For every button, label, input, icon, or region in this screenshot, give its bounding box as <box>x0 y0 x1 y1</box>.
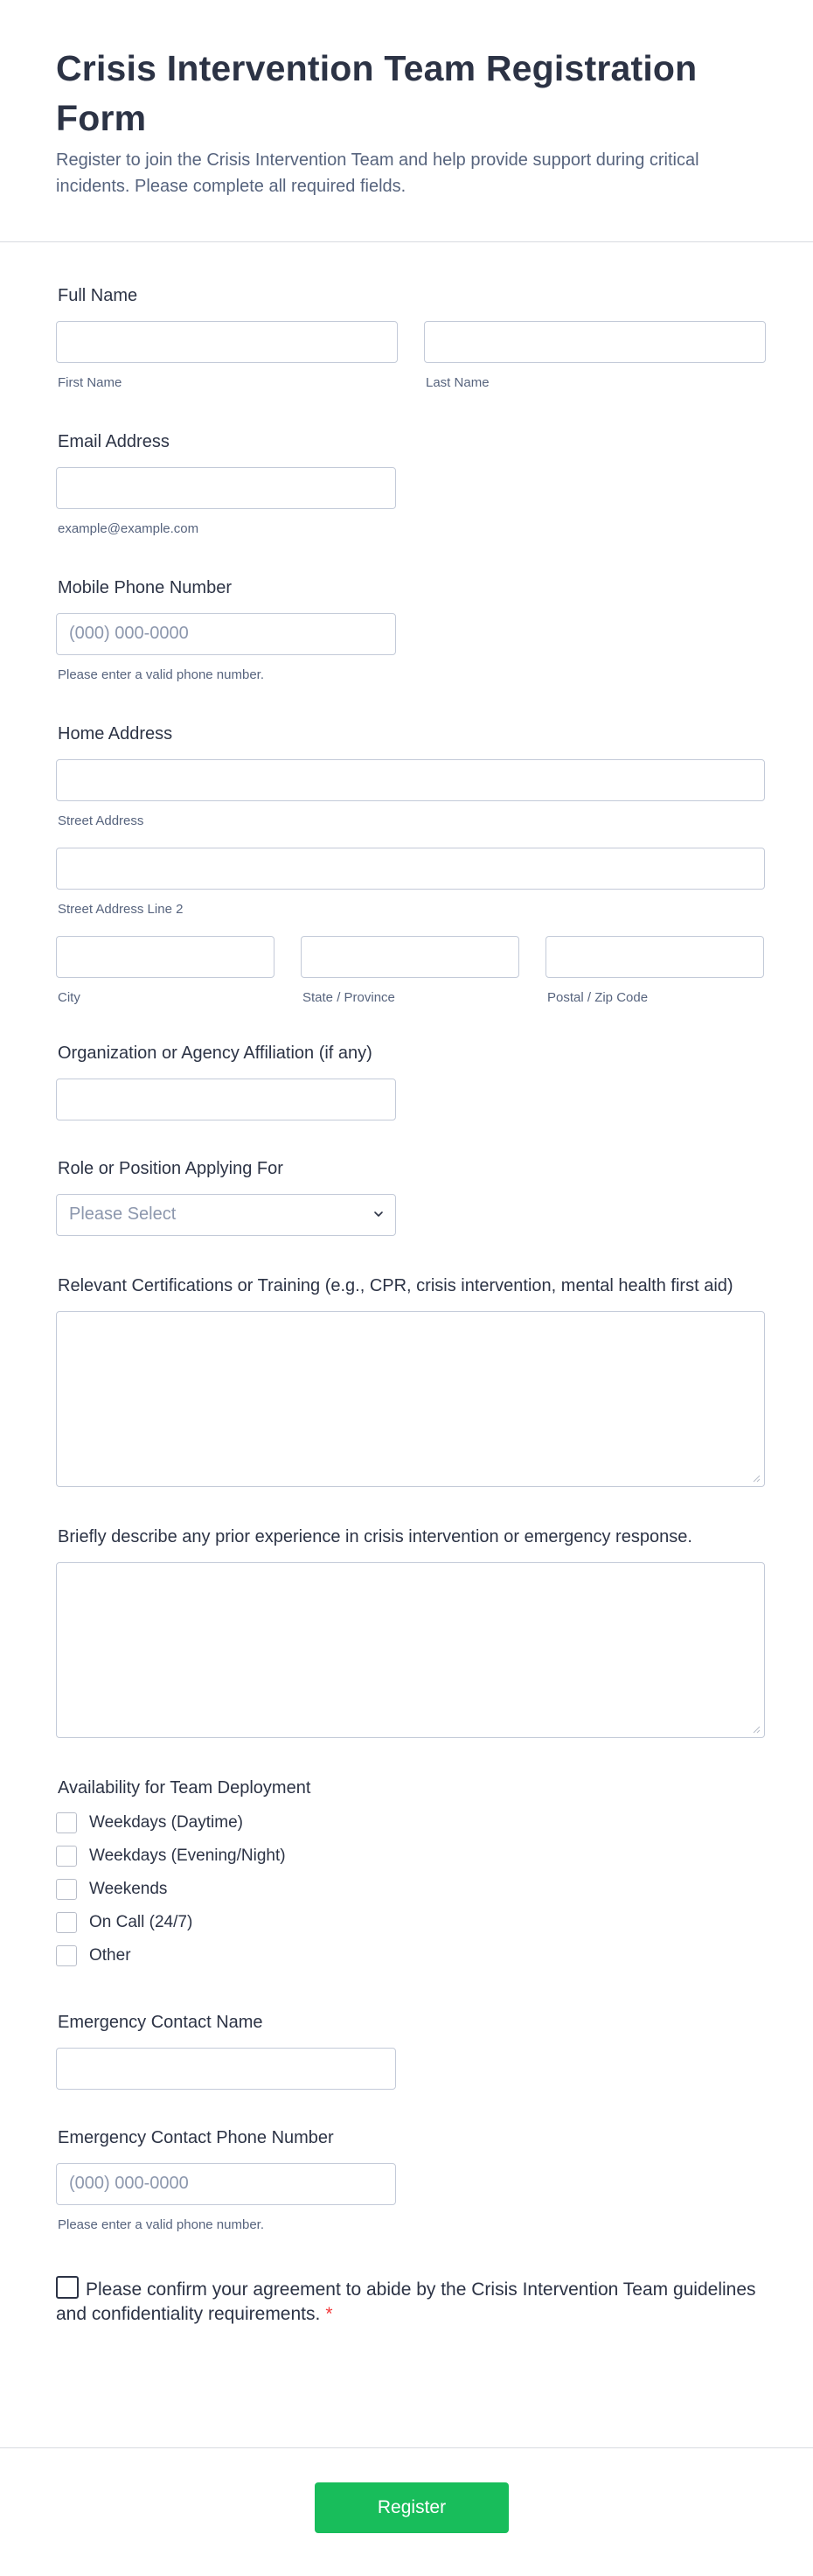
first-name-sublabel: First Name <box>58 375 122 390</box>
availability-option-on-call[interactable] <box>56 1906 757 1939</box>
email-sublabel: example@example.com <box>58 521 199 536</box>
emergency-name-field <box>56 2011 757 2090</box>
option-label: On Call (24/7) <box>89 1913 193 1931</box>
zip-input[interactable] <box>545 936 764 978</box>
option-label: Weekends <box>89 1880 168 1898</box>
emergency-phone-input[interactable]: (000) 000-0000 <box>56 2163 396 2205</box>
availability-option-weekdays-daytime[interactable] <box>56 1806 757 1840</box>
email-field <box>56 430 757 536</box>
email-input[interactable] <box>56 467 396 509</box>
resize-handle-icon[interactable] <box>752 1725 761 1734</box>
page-subtitle: Register to join the Crisis Intervention Team and help provide support during critical incidents. Please complete all required fields. <box>56 150 699 196</box>
chevron-down-icon <box>373 1209 384 1219</box>
page-title: Crisis Intervention Team Registration Form <box>56 48 698 138</box>
experience-textarea[interactable] <box>56 1562 765 1738</box>
availability-label: Availability for Team Deployment <box>58 1778 311 1798</box>
first-name-input[interactable] <box>56 321 398 363</box>
role-select-value: Please Select <box>56 1194 396 1236</box>
checkbox[interactable] <box>56 1879 77 1900</box>
state-sublabel: State / Province <box>302 990 395 1005</box>
form-footer <box>0 2447 813 2576</box>
phone-label: Mobile Phone Number <box>58 578 232 597</box>
availability-field <box>56 1777 757 1972</box>
agreement-text: Please confirm your agreement to abide by the Crisis Intervention Team guidelines and confidentiality requirements. <box>56 2279 756 2324</box>
resize-handle-icon[interactable] <box>752 1474 761 1483</box>
full-name-field <box>56 284 757 390</box>
experience-label: Briefly describe any prior experience in crisis intervention or emergency response. <box>58 1527 692 1546</box>
phone-sublabel: Please enter a valid phone number. <box>58 667 264 682</box>
option-label: Weekdays (Daytime) <box>89 1813 243 1832</box>
organization-label: Organization or Agency Affiliation (if any) <box>58 1044 372 1063</box>
street-address-input[interactable] <box>56 759 765 801</box>
availability-option-other[interactable] <box>56 1939 757 1972</box>
zip-sublabel: Postal / Zip Code <box>547 990 649 1005</box>
address-label: Home Address <box>58 724 173 743</box>
role-field <box>56 1157 757 1236</box>
street-address-sublabel: Street Address <box>58 813 144 828</box>
registration-form <box>0 242 813 2327</box>
checkbox[interactable] <box>56 1812 77 1833</box>
phone-input[interactable]: (000) 000-0000 <box>56 613 396 655</box>
emergency-phone-field <box>56 2126 757 2232</box>
role-select[interactable] <box>56 1194 396 1236</box>
register-button[interactable]: Register <box>315 2482 509 2533</box>
availability-option-weekdays-evening[interactable] <box>56 1840 757 1873</box>
availability-option-weekends[interactable] <box>56 1873 757 1906</box>
emergency-name-input[interactable] <box>56 2048 396 2090</box>
email-label: Email Address <box>58 432 170 451</box>
form-header <box>0 0 813 242</box>
last-name-sublabel: Last Name <box>426 375 490 390</box>
required-mark: * <box>325 2304 333 2324</box>
agreement-checkbox[interactable] <box>56 2276 79 2299</box>
state-input[interactable] <box>301 936 519 978</box>
emergency-phone-label: Emergency Contact Phone Number <box>58 2128 334 2147</box>
option-label: Other <box>89 1946 131 1965</box>
role-label: Role or Position Applying For <box>58 1159 283 1178</box>
street-address-line2-input[interactable] <box>56 848 765 890</box>
agreement-checkbox-field[interactable] <box>56 2276 757 2327</box>
option-label: Weekdays (Evening/Night) <box>89 1846 286 1865</box>
organization-input[interactable] <box>56 1079 396 1120</box>
emergency-name-label: Emergency Contact Name <box>58 2013 263 2032</box>
street-address-line2-sublabel: Street Address Line 2 <box>58 902 184 917</box>
phone-field <box>56 576 757 682</box>
city-input[interactable] <box>56 936 274 978</box>
last-name-input[interactable] <box>424 321 766 363</box>
certifications-field <box>56 1274 757 1487</box>
checkbox[interactable] <box>56 1846 77 1867</box>
address-field <box>56 723 757 1005</box>
certifications-label: Relevant Certifications or Training (e.g., CPR, crisis intervention, mental health first aid) <box>58 1276 733 1295</box>
emergency-phone-sublabel: Please enter a valid phone number. <box>58 2217 264 2232</box>
organization-field <box>56 1042 757 1120</box>
experience-field <box>56 1525 757 1738</box>
checkbox[interactable] <box>56 1912 77 1933</box>
availability-options <box>56 1806 757 1972</box>
city-sublabel: City <box>58 990 80 1005</box>
full-name-label: Full Name <box>58 286 138 305</box>
certifications-textarea[interactable] <box>56 1311 765 1487</box>
checkbox[interactable] <box>56 1945 77 1966</box>
